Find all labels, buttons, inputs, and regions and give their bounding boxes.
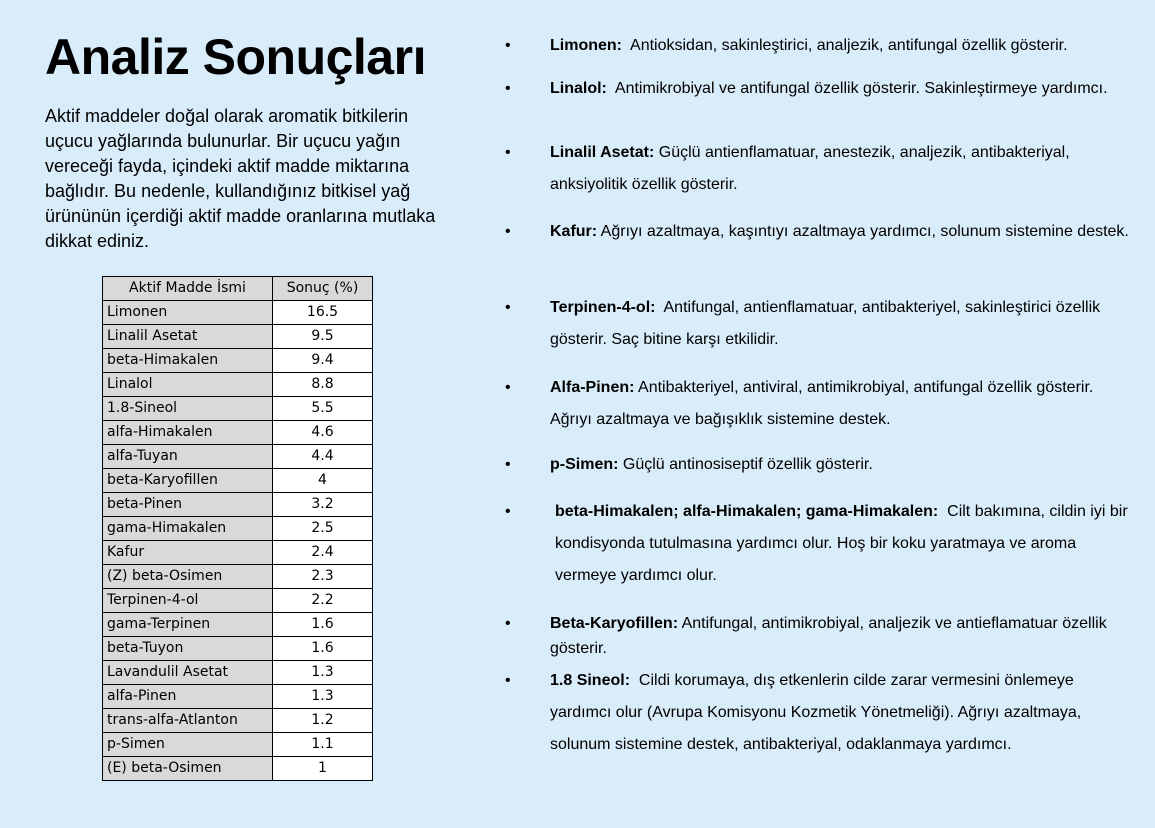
table-row — [103, 733, 373, 757]
table-cell-name: alfa-Himakalen — [103, 421, 273, 445]
table-cell-value: 1.6 — [273, 613, 373, 637]
compound-label: p-Simen: — [550, 456, 619, 473]
table-cell-name: beta-Karyofillen — [103, 469, 273, 493]
table-cell-value: 4 — [273, 469, 373, 493]
compound-description: Antibakteriyel, antiviral, antimikrobiyal, antifungal özellik gösterir. Ağrıyı azaltmaya ve bağışıklık sistemine destek. — [550, 379, 1094, 428]
table-cell-value: 8.8 — [273, 373, 373, 397]
table-row — [103, 421, 373, 445]
list-item — [505, 137, 1130, 201]
table-cell-name: Kafur — [103, 541, 273, 565]
table-cell-name: Linalol — [103, 373, 273, 397]
page-title: Analiz Sonuçları — [45, 29, 426, 85]
table-cell-name: trans-alfa-Atlanton — [103, 709, 273, 733]
compound-label: beta-Himakalen; alfa-Himakalen; gama-Himakalen: — [555, 503, 939, 520]
table-cell-value: 1.6 — [273, 637, 373, 661]
compound-description: Antioksidan, sakinleştirici, analjezik, antifungal özellik gösterir. — [630, 37, 1068, 54]
bullet-icon: • — [505, 37, 511, 54]
table-row — [103, 613, 373, 637]
table-cell-name: p-Simen — [103, 733, 273, 757]
results-table-wrapper — [102, 276, 373, 781]
bullet-icon: • — [505, 299, 511, 316]
compound-label: Alfa-Pinen: — [550, 379, 635, 396]
table-cell-value: 4.6 — [273, 421, 373, 445]
table-cell-name: (Z) beta-Osimen — [103, 565, 273, 589]
table-header-row — [103, 277, 373, 301]
table-cell-name: beta-Tuyon — [103, 637, 273, 661]
bullet-icon: • — [505, 456, 511, 473]
table-cell-value: 5.5 — [273, 397, 373, 421]
left-column — [45, 28, 465, 254]
table-cell-value: 1.3 — [273, 661, 373, 685]
bullet-icon: • — [505, 615, 511, 632]
table-row — [103, 589, 373, 613]
intro-paragraph: Aktif maddeler doğal olarak aromatik bitkilerin uçucu yağlarında bulunurlar. Bir uçucu yağın vereceği fayda, içindeki aktif madde miktarına bağlıdır. Bu nedenle, kullandığınız bitkisel yağ ürününün içerdiği aktif madde oranlarına mutlaka dikkat ediniz. — [45, 106, 436, 251]
table-cell-value: 1 — [273, 757, 373, 781]
table-row — [103, 469, 373, 493]
table-row — [103, 301, 373, 325]
table-row — [103, 373, 373, 397]
table-cell-name: alfa-Pinen — [103, 685, 273, 709]
compound-label: Terpinen-4-ol: — [550, 299, 656, 316]
table-cell-name: Terpinen-4-ol — [103, 589, 273, 613]
bullet-icon: • — [505, 144, 511, 161]
compound-label: Beta-Karyofillen: — [550, 615, 679, 632]
table-row — [103, 397, 373, 421]
table-row — [103, 565, 373, 589]
column-header-result: Sonuç (%) — [273, 277, 373, 301]
table-cell-name: 1.8-Sineol — [103, 397, 273, 421]
list-item — [505, 611, 1130, 661]
table-cell-name: gama-Himakalen — [103, 517, 273, 541]
table-cell-value: 2.3 — [273, 565, 373, 589]
list-item — [505, 372, 1130, 436]
table-cell-value: 9.4 — [273, 349, 373, 373]
list-item — [505, 30, 1130, 62]
compound-description: Güçlü antienflamatuar, anestezik, analjezik, antibakteriyal, anksiyolitik özellik gösterir. — [550, 144, 1070, 193]
table-cell-name: Lavandulil Asetat — [103, 661, 273, 685]
table-cell-value: 2.4 — [273, 541, 373, 565]
list-item — [505, 449, 1130, 481]
compound-label: Kafur: — [550, 223, 598, 240]
column-header-name: Aktif Madde İsmi — [103, 277, 273, 301]
compound-description: Antifungal, antienflamatuar, antibakteriyel, sakinleştirici özellik gösterir. Saç bitine karşı etkilidir. — [550, 299, 1101, 348]
bullet-icon: • — [505, 672, 511, 689]
compound-label: Linalol: — [550, 80, 607, 97]
compound-label: 1.8 Sineol: — [550, 672, 631, 689]
bullet-icon: • — [505, 223, 511, 240]
table-cell-value: 1.2 — [273, 709, 373, 733]
table-row — [103, 685, 373, 709]
table-cell-value: 3.2 — [273, 493, 373, 517]
compound-description: Cildi korumaya, dış etkenlerin cilde zarar vermesini önlemeye yardımcı olur (Avrupa Komisyonu Kozmetik Yönetmeliği). Ağrıyı azaltmaya, solunum sistemine destek, antibakteriyal, odaklanmaya yardımcı. — [550, 672, 1082, 753]
table-cell-name: beta-Pinen — [103, 493, 273, 517]
table-cell-name: beta-Himakalen — [103, 349, 273, 373]
table-row — [103, 757, 373, 781]
compound-description: Cilt bakımına, cildin iyi bir kondisyonda tutulmasına yardımcı olur. Hoş bir koku yaratmaya ve aroma vermeye yardımcı olur. — [555, 503, 1128, 584]
table-cell-value: 16.5 — [273, 301, 373, 325]
table-row — [103, 637, 373, 661]
bullet-icon: • — [505, 80, 511, 97]
table-cell-value: 4.4 — [273, 445, 373, 469]
table-cell-name: Limonen — [103, 301, 273, 325]
table-row — [103, 349, 373, 373]
compound-label: Linalil Asetat: — [550, 144, 655, 161]
table-cell-value: 1.3 — [273, 685, 373, 709]
table-cell-name: gama-Terpinen — [103, 613, 273, 637]
results-table — [102, 276, 373, 781]
compound-description: Ağrıyı azaltmaya, kaşıntıyı azaltmaya yardımcı, solunum sistemine destek. — [600, 223, 1129, 240]
table-row — [103, 493, 373, 517]
compound-description: Antifungal, antimikrobiyal, analjezik ve antieflamatuar özellik gösterir. — [550, 615, 1107, 657]
table-cell-name: (E) beta-Osimen — [103, 757, 273, 781]
table-row — [103, 709, 373, 733]
table-cell-name: alfa-Tuyan — [103, 445, 273, 469]
list-item — [505, 496, 1130, 592]
list-item — [505, 292, 1130, 356]
table-row — [103, 661, 373, 685]
table-cell-value: 2.2 — [273, 589, 373, 613]
table-cell-value: 1.1 — [273, 733, 373, 757]
list-item — [505, 73, 1130, 105]
list-item — [505, 665, 1130, 761]
table-row — [103, 325, 373, 349]
table-cell-value: 9.5 — [273, 325, 373, 349]
table-cell-value: 2.5 — [273, 517, 373, 541]
compound-label: Limonen: — [550, 37, 622, 54]
table-row — [103, 517, 373, 541]
bullet-icon: • — [505, 503, 511, 520]
compound-description: Güçlü antinosiseptif özellik gösterir. — [622, 456, 873, 473]
table-row — [103, 541, 373, 565]
bullet-icon: • — [505, 379, 511, 396]
list-item — [505, 216, 1130, 248]
table-cell-name: Linalil Asetat — [103, 325, 273, 349]
compound-description: Antimikrobiyal ve antifungal özellik gösterir. Sakinleştirmeye yardımcı. — [614, 80, 1108, 97]
table-row — [103, 445, 373, 469]
